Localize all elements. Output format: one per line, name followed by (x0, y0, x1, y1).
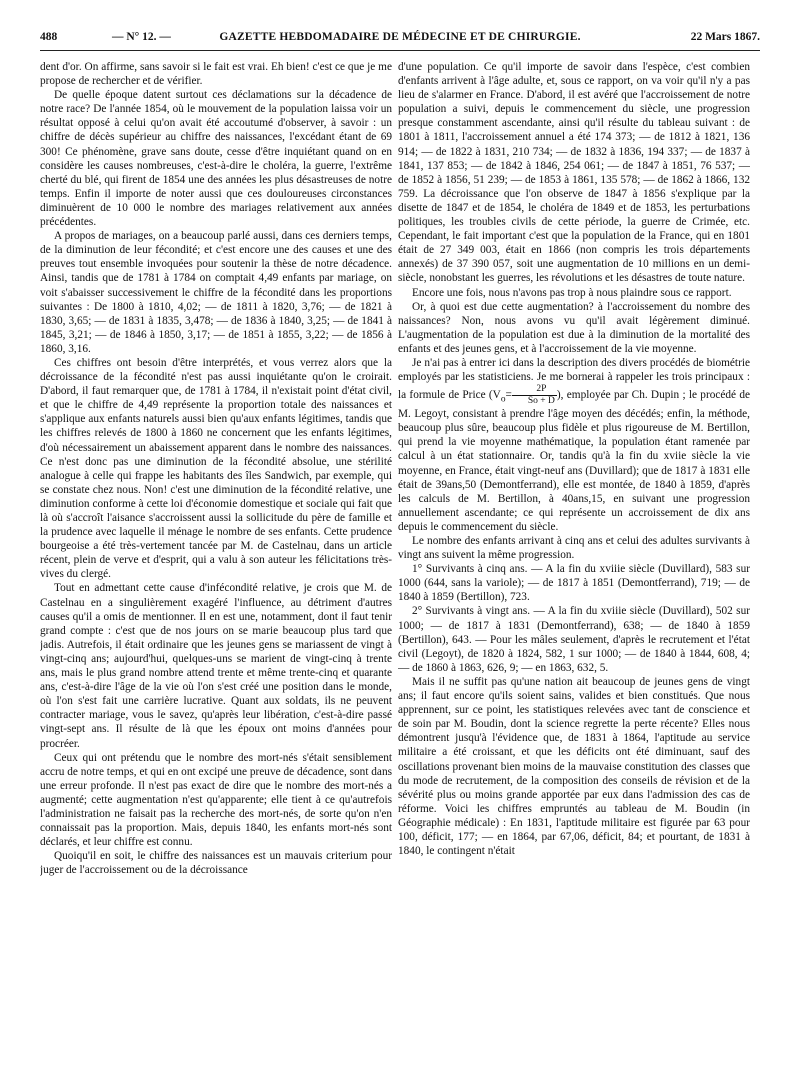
paragraph: A propos de mariages, on a beaucoup parlé aussi, dans ces derniers temps, de la diminution de leur fécondité; et c'est encore une des causes et une des preuves tout ensemble invoquées pour soutenir la thèse de notre décadence. Ainsi, tandis que de 1781 à 1784 on comptait 4,49 enfants par mariage, on voit s'abaisser successivement le chiffre de la fécondité dans les proportions suivantes : De 1800 à 1810, 4,02; — de 1811 à 1820, 3,76; — de 1821 à 1830, 3,65; — de 1831 à 1835, 3,478; — de 1836 à 1840, 3,25; — de 1841 à 1845, 3,21; — de 1846 à 1850, 3,17; — de 1851 à 1855, 3,22; — de 1856 à 1860, 3,16. (40, 230, 392, 355)
issue-date: 22 Mars 1867. (690, 31, 760, 43)
paragraph: Ces chiffres ont besoin d'être interprétés, et vous verrez alors que la décroissance de la fécondité n'est pas aussi inquiétante qu'on le croirait. D'abord, il faut remarquer que, de 1781 à 1784, il n'existait point d'état civil, et que le chiffre de 4,49 représente la proportion totale des naissances et s'applique aux enfants naturels aussi bien qu'aux enfants légitimes, tandis que les chiffres relevés de 1800 à 1860 ne concernent que les enfants légitimes, d'où nécessairement un abaissement apparent dans le nombre des naissances. Ce n'est donc pas une diminution de la fécondité absolue, une stérilité analogue à celle qui frappe les habitants des îles Sandwich, par exemple, qui se constate chez nous. Non! c'est une diminution de la fécondité relative, une diminution conforme à cette loi d'économie domestique et sociale qui fait que là où s'accroît l'aisance s'accroissent aussi la sollicitude du père de famille et la prudence avec laquelle il ménage le nombre de ses enfants. Cette prudence bourgeoise a été très-vertement tancée par M. de Castelnau, dans un article récent, plein de verve et d'esprit, qui a valu à son auteur les félicitations très-vives du clergé. (40, 356, 392, 581)
formula-denominator: So + D (527, 396, 555, 407)
formula-subscript: o (500, 394, 506, 405)
paragraph: 1° Survivants à cinq ans. — A la fin du xviiie siècle (Duvillard), 583 sur 1000 (644, sans la variole); — de 1817 à 1851 (Demontferrand), 719; — de 1840 à 1859 (Bertillon), 723. (398, 563, 750, 604)
paragraph: Ceux qui ont prétendu que le nombre des mort-nés s'était sensiblement accru de notre temps, et qui en ont excipé une preuve de décadence, sont dans une erreur profonde. Il n'est pas exact de dire que le nombre des mort-nés a augmenté; cette augmentation n'est qu'apparente; elle tient à ce qu'autrefois l'administration ne faisait pas la recherche des mort-nés, de sorte qu'on n'en connaissait pas la proportion. Mais, depuis 1840, les enfants mort-nés sont déclarés, et leur chiffre est connu. (40, 751, 392, 849)
formula-trail-text: ), employée par Ch. Dupin ; le procédé de M. Legoyt, consistant à prendre l'âge moyen des décédés; enfin, la méthode, beaucoup plus sûre, beaucoup plus fidèle et plus rigoureuse de M. Bertillon, qui prend la vie moyenne mathématique, la population étant ramenée par calcul à un état stationnaire. Or, tandis qu'à la fin du xviie siècle la vie moyenne, en France, était vingt-neuf ans (Duvillard); que de 1817 à 1831 elle était de 39ans,50 (Demontferrand), elle est montée, de 1840 à 1859, d'après les calculs de M. Bertillon, à 40ans,15, en suivant une progression annuellement ascendante; ce qui représente un accroissement de dix ans depuis le commencement du siècle. (398, 389, 750, 533)
paragraph: Tout en admettant cette cause d'infécondité relative, je crois que M. de Castelnau en a singulièrement exagéré l'influence, au détriment d'autres causes qu'il a omis de mentionner. Il en est une, notamment, dont il faut tenir grand compte : c'est que de nos jours on se marie beaucoup plus tard que jadis. Autrefois, il était ordinaire que les jeunes gens se mariassent de vingt à vingt-cinq ans; aujourd'hui, quelques-uns se marient de vingt-cinq à trente ans, mais le plus grand nombre attend trente et même trente-cinq et quarante ans, c'est-à-dire l'âge de la vie où l'on s'est créé une position dans le monde, où l'on s'est fait une carrière lucrative. Quant aux soldats, ils ne peuvent contracter mariage, vous le savez, qu'après leur libération, c'est-à-dire passé vingt-sept ans. Il résulte de là que les époux ont moins d'années pour procréer. (40, 582, 392, 750)
paragraph: d'une population. Ce qu'il importe de savoir dans l'espèce, c'est combien d'enfants arrivent à l'âge adulte, et, sous ce rapport, on va voir qu'il n'y a pas lieu de s'alarmer en France. D'abord, il est avéré que l'accroissement de notre population a suivi, depuis le commencement du siècle, une progression presque constamment ascendante, ainsi qu'il résulte du tableau suivant : de 1801 à 1811, l'accroissement annuel a été 174 373; — de 1812 à 1821, 136 914; — de 1822 à 1831, 210 734; — de 1832 à 1836, 194 337; — de 1837 à 1841, 137 853; — de 1842 à 1846, 254 061; — de 1847 à 1851, 76 537; — de 1852 à 1856, 51 239; — de 1853 à 1861, 135 578; — de 1862 à 1866, 132 759. La décroissance que l'on observe de 1847 à 1856 s'explique par la disette de 1847 et de 1854, le choléra de 1849 et de 1853, les perturbations politiques, les troubles civils de cette période, la guerre de Crimée, etc. Cependant, le fait important c'est que la population de la France, qui en 1801 était de 27 349 003, était en 1866 (non compris les trois départements annexés) de 37 390 057, soit une augmentation de 10 millions en un demi-siècle, nonobstant les guerres, les révolutions et les désastres de toute nature. (398, 61, 750, 285)
left-column (40, 60, 392, 1077)
paragraph: Le nombre des enfants arrivant à cinq ans et celui des adultes survivants à vingt ans suivent la même progression. (398, 535, 750, 562)
paragraph: Encore une fois, nous n'avons pas trop à nous plaindre sous ce rapport. (412, 286, 732, 299)
paragraph: dent d'or. On affirme, sans savoir si le fait est vrai. Eh bien! c'est ce que je me propose de rechercher et de vérifier. (40, 61, 392, 88)
paragraph: Or, à quoi est due cette augmentation? à l'accroissement du nombre des naissances? Non, nous avons vu qu'il avait légèrement diminué. L'augmentation de la population est due à la diminution de la mortalité des enfants et des jeunes gens, et à l'accroissement de la vie moyenne. (398, 300, 750, 355)
journal-title: GAZETTE HEBDOMADAIRE DE MÉDECINE ET DE CHIRURGIE. (219, 31, 581, 43)
price-formula-fraction (512, 384, 557, 407)
formula-lead-text: Je n'ai pas à entrer ici dans la description des divers procédés de biométrie employés par les statisticiens. Je me bornerai à rappeler les trois principaux : la formule de Price (V (398, 356, 750, 402)
issue-number: — N° 12. — (112, 31, 171, 43)
paragraph: Mais il ne suffit pas qu'une nation ait beaucoup de jeunes gens de vingt ans; il faut encore qu'ils soient sains, valides et bien constitués. Que nous apprennent, sur ce point, les statistiques relevées avec tant de conscience et de soin par M. Boudin, dont la science regrette la perte récente? Elles nous démontrent jusqu'à l'évidence que, de 1831 à 1864, l'aptitude au service militaire a été croissant, et que les déficits ont été diminuant, sauf des oscillations provenant bien moins de la mauvaise constitution des classes que du mode de recrutement, de la composition des conseils de révision et de la sévérité plus ou moins grande apportée par eux dans l'admission des cas de réforme. Voici les chiffres empruntés au tableau de M. Boudin (in Géographie médicale) : En 1831, l'aptitude militaire est figurée par 63 pour 100, déficit, 177; — en 1864, par 67,06, déficit, 84; et pourtant, de 1831 à 1840, le contingent n'était (398, 675, 750, 858)
formula-numerator: 2P (512, 384, 557, 396)
page-number: 488 (40, 31, 58, 43)
paragraph: Quoiqu'il en soit, le chiffre des naissances est un mauvais criterium pour juger de l'accroissement ou de la décroissance (40, 850, 392, 877)
formula-equals: = (505, 389, 512, 402)
paragraph-with-formula (398, 356, 750, 534)
paragraph: 2° Survivants à vingt ans. — A la fin du xviiie siècle (Duvillard), 502 sur 1000; — de 1817 à 1831 (Demontferrand), 638; — de 1840 à 1859 (Bertillon), 643. — Pour les mâles seulement, d'après le recrutement et l'état civil (Legoyt), de 1820 à 1824, 582, 1 sur 1000; — de 1840 à 1844, 608, 4; — de 1860 à 1863, 626, 9; — en 1863, 632, 5. (398, 605, 750, 674)
running-header (40, 26, 760, 50)
paragraph: De quelle époque datent surtout ces déclamations sur la décadence de notre race? De l'année 1854, où le mouvement de la population laissa voir un résultat opposé à celui qu'on avait été accoutumé d'observer, à savoir : un chiffre de décès supérieur au chiffre des naissances, l'excédant étant de 69 300! Ce phénomène, grave sans doute, cesse d'être inquiétant quand on en considère les causes nombreuses, c'est-à-dire le choléra, la guerre, l'extrême cherté du blé, qui firent de 1854 une des années les plus désastreuses de notre temps. Enfin il importe de noter aussi que ces douloureuses circonstances diminuèrent de 10 000 le nombre des mariages relativement aux années précédentes. (40, 89, 392, 229)
header-rule (40, 50, 760, 51)
right-column (398, 60, 750, 1077)
